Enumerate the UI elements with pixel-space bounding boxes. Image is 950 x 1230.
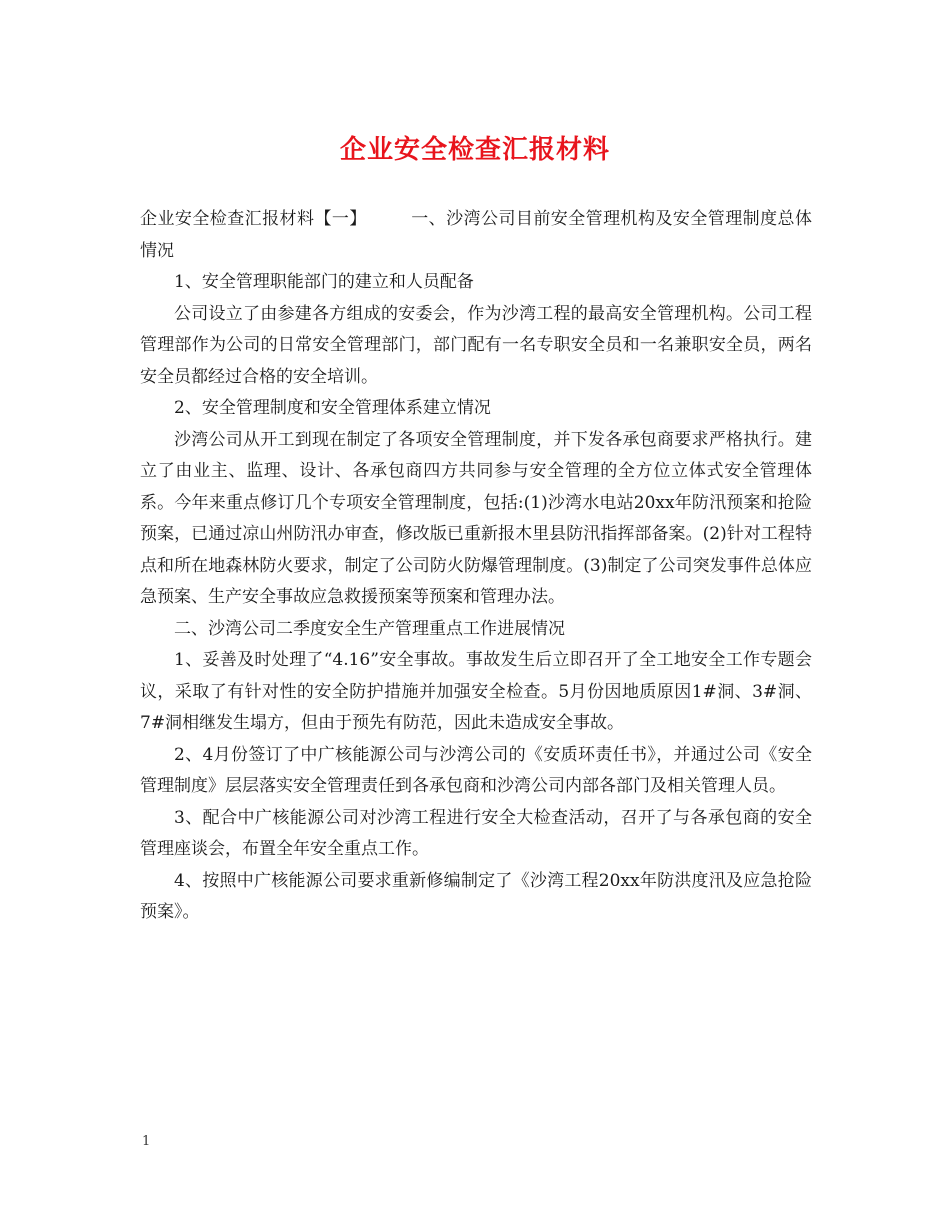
paragraph-5: 二、沙湾公司二季度安全生产管理重点工作进展情况	[174, 618, 565, 639]
paragraph-6: 1、妥善及时处理了“4.16”安全事故。事故发生后立即召开了全工地安全工作专题会议，采取了有针对性的安全防护措施并加强安全检查。5月份因地质原因1#洞、3#洞、7#洞相继发生塌方，但由于预先有防范，因此未造成安全事故。	[140, 650, 812, 733]
intro-text: 一、沙湾公司目前安全管理机构及安全管理制度总体情况	[140, 209, 813, 261]
paragraph-3: 2、安全管理制度和安全管理体系建立情况	[174, 398, 491, 418]
intro-paragraph	[140, 204, 812, 267]
document-body	[140, 204, 812, 929]
paragraph-1: 1、安全管理职能部门的建立和人员配备	[174, 272, 474, 292]
paragraph-7: 2、4月份签订了中广核能源公司与沙湾公司的《安质环责任书》，并通过公司《安全管理制度》层层落实安全管理责任到各承包商和沙湾公司内部各部门及相关管理人员。	[140, 744, 812, 796]
paragraph-2: 公司设立了由参建各方组成的安委会，作为沙湾工程的最高安全管理机构。公司工程管理部作为公司的日常安全管理部门，部门配有一名专职安全员和一名兼职安全员，两名安全员都经过合格的安全培训。	[140, 303, 812, 387]
page-number: 1	[142, 1134, 151, 1149]
paragraph-8: 3、配合中广核能源公司对沙湾工程进行安全大检查活动，召开了与各承包商的安全管理座谈会，布置全年安全重点工作。	[140, 807, 812, 859]
page-title: 企业安全检查汇报材料	[339, 135, 610, 165]
paragraph-9: 4、按照中广核能源公司要求重新修编制定了《沙湾工程20xx年防洪度汛及应急抢险预案》。	[140, 870, 812, 922]
paragraph-4: 沙湾公司从开工到现在制定了各项安全管理制度，并下发各承包商要求严格执行。建立了由业主、监理、设计、各承包商四方共同参与安全管理的全方位立体式安全管理体系。今年来重点修订几个专项安全管理制度，包括:(1)沙湾水电站20xx年防汛预案和抢险预案，已通过凉山州防汛办审查，修改版已重新报木里县防汛指挥部备案。(2)针对工程特点和所在地森林防火要求，制定了公司防火防爆管理制度。(3)制定了公司突发事件总体应急预案、生产安全事故应急救援预案等预案和管理办法。	[140, 429, 812, 607]
intro-heading: 企业安全检查汇报材料【一】	[140, 209, 367, 229]
